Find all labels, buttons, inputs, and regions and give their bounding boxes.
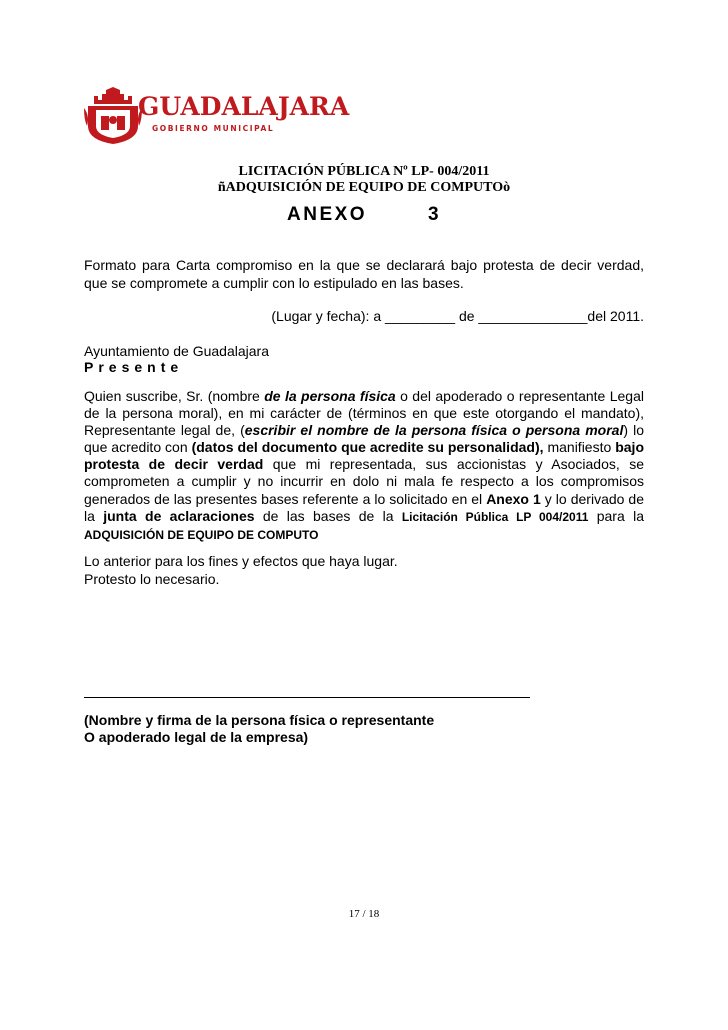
body-text: que mi representada, sus accionistas y Asociados, se comprometen a cumplir y no incurrir en dolo ni mala fe respecto a los compromisos generados de las presentes bases referente a lo solicitado en el xyxy=(84,456,644,507)
body-bold: ADQUISICIÓN DE EQUIPO DE COMPUTO xyxy=(84,527,319,542)
guadalajara-logo xyxy=(84,86,350,146)
intro-paragraph: Formato para Carta compromiso en la que se declarará bajo protesta de decir verdad, que se compromete a cumplir con lo estipulado en las bases. xyxy=(84,257,644,291)
signature-line xyxy=(84,697,530,698)
body-text: manifiesto xyxy=(543,439,616,456)
tender-title: LICITACIÓN PÚBLICA Nº LP- 004/2011 xyxy=(238,164,490,179)
body-bold: (datos del documento que acredite su personalidad), xyxy=(191,439,544,456)
tender-subject: ñADQUISICIÓN DE EQUIPO DE COMPUTOò xyxy=(217,180,511,195)
anexo-label: ANEXO xyxy=(287,204,368,225)
body-text: para la xyxy=(588,507,644,524)
signature-caption-2: O apoderado legal de la empresa) xyxy=(84,729,309,745)
body-emphasis: escribir el nombre de la persona física o persona moral xyxy=(244,422,624,439)
closing-line-1: Lo anterior para los fines y efectos que haya lugar. xyxy=(84,553,398,569)
body-text: ) lo que acredito con xyxy=(84,422,644,456)
logo-subtext: GOBIERNO MUNICIPAL xyxy=(152,124,275,133)
body-bold: Anexo 1 xyxy=(486,490,541,507)
body-text: y lo derivado de la xyxy=(84,490,645,524)
body-text: de las bases de la xyxy=(254,507,402,524)
city-seal-icon xyxy=(84,86,142,146)
body-text: Quien suscribe, Sr. (nombre xyxy=(84,388,265,404)
declaration-paragraph xyxy=(84,388,644,544)
body-emphasis: de la persona física xyxy=(264,388,396,404)
addressee-name: Ayuntamiento de Guadalajara xyxy=(84,343,269,359)
logo-wordmark: GUADALAJARA xyxy=(138,92,350,121)
place-date-line: (Lugar y fecha): a _________ de ______________del 2011. xyxy=(271,308,644,324)
body-bold: junta de aclaraciones xyxy=(103,507,255,524)
closing-line-2: Protesto lo necesario. xyxy=(84,571,220,587)
closing-block xyxy=(84,552,644,588)
body-bold: bajo protesta de decir verdad xyxy=(84,439,644,473)
body-bold: Licitación Pública LP 004/2011 xyxy=(401,509,589,524)
body-text: o del apoderado o representante Legal de la persona moral), en mi carácter de (términos en que este otorgando el mandato), Representante legal de, ( xyxy=(84,388,644,439)
signature-caption-1: (Nombre y firma de la persona física o representante xyxy=(84,712,435,728)
page-number: 17 / 18 xyxy=(348,908,380,920)
addressee-presente: Presente xyxy=(84,359,184,375)
anexo-number: 3 xyxy=(428,204,439,225)
